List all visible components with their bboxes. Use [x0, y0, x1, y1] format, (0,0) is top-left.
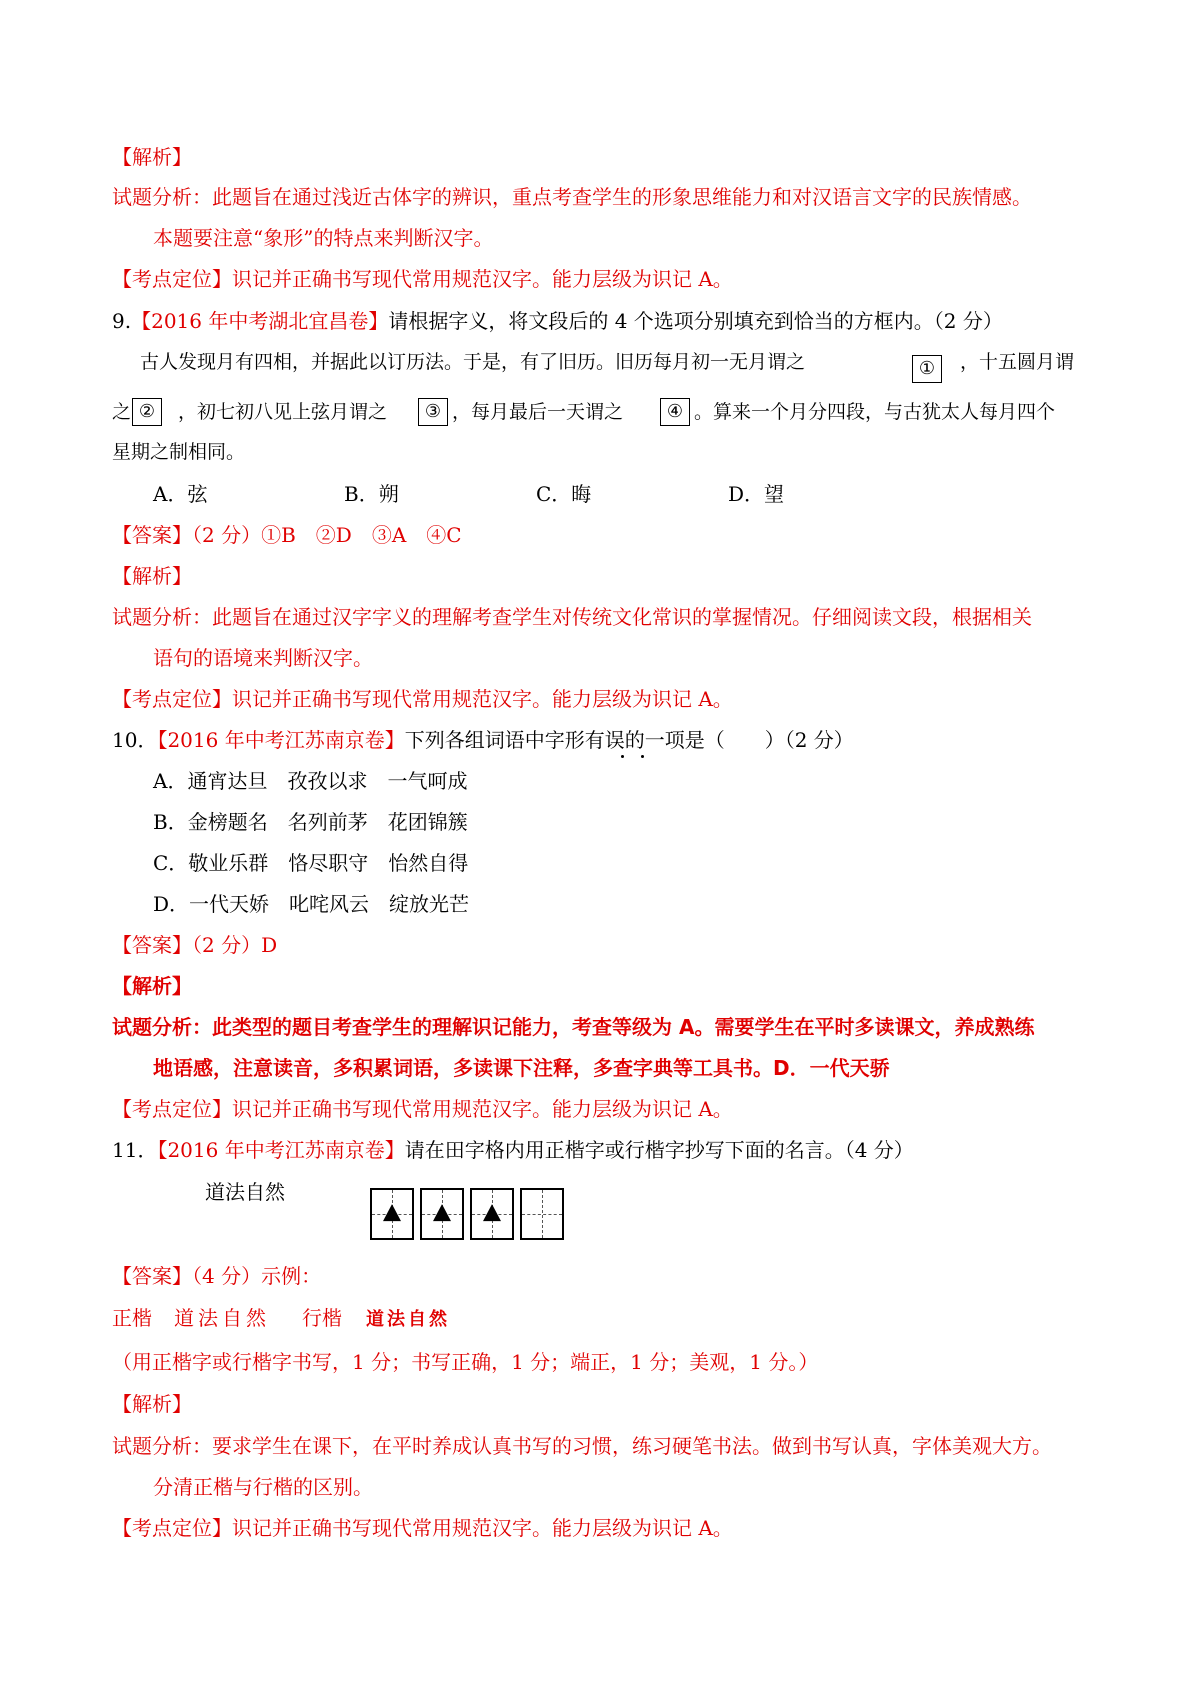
question-source: 【2016 年中考江苏南京卷】: [157, 728, 405, 752]
tianzige-cell: [470, 1188, 514, 1240]
blank-box-2: ②: [132, 398, 162, 426]
question-number: 10．: [112, 728, 158, 752]
option-b: B．金榜题名 名列前茅 花团锦簇: [153, 810, 468, 834]
question-11-header: [112, 1136, 914, 1164]
kaodian-label: 【考点定位】: [112, 1097, 232, 1121]
option-a: A．弦: [153, 482, 208, 506]
kaodian-line: [112, 265, 733, 293]
triangle-icon: [483, 1204, 501, 1221]
triangle-icon: [433, 1204, 451, 1221]
analysis-line: 地语感，注意读音，多积累词语，多读课下注释，多查字典等工具书。D．一代天骄: [153, 1056, 890, 1080]
answer-text: （4 分）示例：: [192, 1264, 322, 1288]
passage-line: [140, 348, 805, 376]
xingkai-sample: 道法自然: [366, 1309, 450, 1330]
analysis-line: 试题分析：此类型的题目考查学生的理解识记能力，考查等级为 A。需要学生在平时多读课文，养成熟练: [112, 1015, 1035, 1039]
blank-box-3: ③: [418, 398, 448, 426]
jiexi-heading: 【解析】: [112, 1392, 192, 1416]
phrase-to-copy: 道法自然: [205, 1180, 285, 1204]
analysis-line: 试题分析：此题旨在通过汉字字义的理解考查学生对传统文化常识的掌握情况。仔细阅读文段，根据相关: [112, 605, 1032, 629]
blank-box-4: ④: [660, 398, 690, 426]
jiexi-heading: 【解析】: [112, 564, 192, 588]
answer-label: 【答案】: [112, 1264, 192, 1288]
blank-box-1: ①: [912, 355, 942, 383]
answer-text: （2 分）①B ②D ③A ④C: [192, 523, 462, 547]
answer-label: 【答案】: [112, 523, 192, 547]
emphasis-dot: [641, 755, 644, 758]
kaodian-text: 识记并正确书写现代常用规范汉字。能力层级为识记 A。: [232, 1516, 733, 1540]
xingkai-label: 行楷: [302, 1306, 342, 1330]
kaodian-text: 识记并正确书写现代常用规范汉字。能力层级为识记 A。: [232, 1097, 733, 1121]
option-d: D．一代天娇 叱咤风云 绽放光芒: [153, 892, 470, 916]
option-c: C．敬业乐群 恪尽职守 怡然自得: [153, 851, 469, 875]
question-number: 9.: [112, 309, 132, 333]
passage-text: 古人发现月有四相，并据此以订历法。于是，有了旧历。旧历每月初一无月谓之: [140, 351, 806, 373]
kaodian-text: 识记并正确书写现代常用规范汉字。能力层级为识记 A。: [232, 687, 733, 711]
jiexi-heading: 【解析】: [112, 145, 192, 169]
answer-line: [112, 931, 277, 959]
tianzige-cell: [520, 1188, 564, 1240]
triangle-icon: [383, 1204, 401, 1221]
question-9-header: [112, 307, 1003, 335]
passage-line: [112, 398, 131, 426]
passage-text: ，初七初八见上弦月谓之: [178, 401, 388, 423]
zhengkai-label: 正楷: [112, 1306, 152, 1330]
answer-line: [112, 521, 462, 549]
passage-text: ，每月最后一天谓之: [452, 401, 624, 423]
passage-text: 星期之制相同。: [112, 441, 246, 463]
option-c: C．晦: [536, 482, 592, 506]
kaodian-text: 识记并正确书写现代常用规范汉字。能力层级为识记 A。: [232, 267, 733, 291]
passage-text: 。算来一个月分四段，与古犹太人每月四个: [694, 401, 1056, 423]
emphasis-dot: [621, 755, 624, 758]
kaodian-label: 【考点定位】: [112, 687, 232, 711]
question-number: 11．: [112, 1138, 158, 1162]
answer-text: （2 分）D: [192, 933, 278, 957]
question-10-header: [112, 726, 854, 754]
question-stem: 请在田字格内用正楷字或行楷字抄写下面的名言。（4 分）: [404, 1138, 914, 1162]
kaodian-label: 【考点定位】: [112, 1516, 232, 1540]
question-stem: 请根据字义，将文段后的 4 个选项分别填充到恰当的方框内。（2 分）: [388, 309, 1003, 333]
tianzige-cell: [420, 1188, 464, 1240]
tianzige-cell: [370, 1188, 414, 1240]
passage-text: ，十五圆月谓: [960, 351, 1075, 373]
option-b: B．朔: [344, 482, 399, 506]
analysis-line: 试题分析：要求学生在课下，在平时养成认真书写的习惯，练习硬笔书法。做到书写认真，字体美观大方。: [112, 1434, 1052, 1458]
answer-line: [112, 1262, 321, 1290]
scoring-note: （用正楷字或行楷字书写，1 分；书写正确，1 分；端正，1 分；美观，1 分。）: [112, 1350, 819, 1374]
question-source: 【2016 年中考湖北宜昌卷】: [131, 309, 389, 333]
kaodian-line: [112, 685, 733, 713]
question-source: 【2016 年中考江苏南京卷】: [157, 1138, 405, 1162]
kaodian-line: [112, 1514, 733, 1542]
kaodian-line: [112, 1095, 733, 1123]
tianzige-grid: [370, 1188, 564, 1240]
option-d: D．望: [728, 482, 785, 506]
analysis-line: 分清正楷与行楷的区别。: [153, 1475, 373, 1499]
question-stem: 下列各组词语中字形有误的一项是（ ）（2 分）: [404, 728, 854, 752]
zhengkai-sample: 道法自然: [174, 1306, 270, 1330]
jiexi-heading: 【解析】: [112, 974, 192, 998]
analysis-line: 试题分析：此题旨在通过浅近古体字的辨识，重点考查学生的形象思维能力和对汉语言文字的民族情感。: [112, 185, 1032, 209]
analysis-line: 语句的语境来判断汉字。: [153, 646, 373, 670]
option-a: A．通宵达旦 孜孜以求 一气呵成: [153, 769, 468, 793]
passage-text: 之: [112, 401, 132, 423]
analysis-line: 本题要注意“象形”的特点来判断汉字。: [153, 226, 494, 250]
answer-label: 【答案】: [112, 933, 192, 957]
kaodian-label: 【考点定位】: [112, 267, 232, 291]
